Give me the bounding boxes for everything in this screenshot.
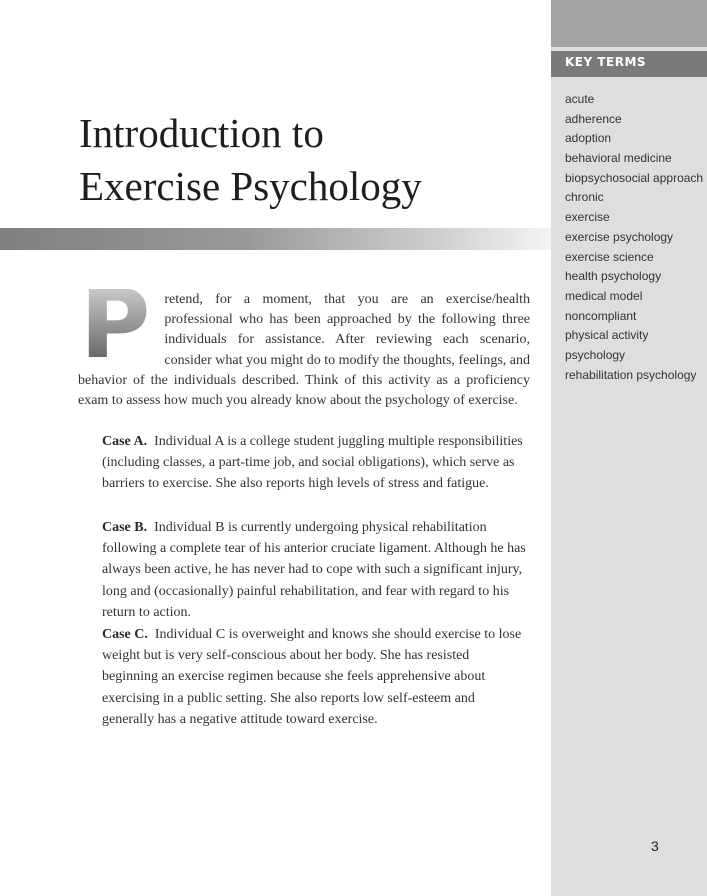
intro-paragraph (78, 269, 530, 411)
key-term: exercise science (565, 249, 654, 264)
key-term: exercise (565, 210, 610, 225)
chapter-title-line-1: Introduction to (79, 110, 324, 156)
key-term: chronic (565, 190, 604, 205)
key-term: health psychology (565, 269, 662, 284)
key-term: noncompliant (565, 308, 637, 323)
case-label: Case B. (102, 520, 148, 535)
key-term: medical model (565, 288, 643, 303)
case-text: Individual C is overweight and knows she should exercise to lose weight but is very self-conscious about her body. She has resisted beginning an exercise regimen because she feels apprehensive about exercising in a public setting. She also reports low self-esteem and generally has a negative attitude toward exercise. (102, 627, 522, 727)
key-term: acute (565, 92, 595, 106)
key-term: adherence (565, 111, 622, 126)
case-text: Individual A is a college student juggling multiple responsibilities (including classes, a part-time job, and social obligations), which serve as barriers to exercise. She also reports high levels of stress and fatigue. (102, 434, 523, 492)
title-gradient-bar (0, 228, 551, 250)
drop-cap: P (80, 269, 151, 381)
key-terms-list (565, 91, 705, 386)
key-terms-header (551, 51, 707, 77)
case-label: Case C. (102, 627, 148, 642)
case-c (102, 624, 528, 730)
intro-text: retend, for a moment, that you are an exercise/health professional who has been approached by the following three individuals for assistance. After reviewing each scenario, consider what you might do to modify the thoughts, feelings, and behavior of the individuals described. Think of this activity as a proficiency exam to assess how much you already know about the psychology of exercise. (78, 292, 530, 409)
key-term: exercise psychology (565, 229, 674, 244)
key-term: behavioral medicine (565, 151, 672, 166)
key-terms-sidebar (551, 0, 707, 896)
key-term: adoption (565, 131, 612, 146)
key-term: biopsychosocial approach (565, 170, 704, 185)
key-term: rehabilitation psychology (565, 367, 697, 382)
page-number: 3 (651, 838, 659, 854)
key-term: psychology (565, 347, 626, 362)
sidebar-top-band (551, 0, 707, 47)
key-terms-heading: KEY TERMS (565, 55, 647, 69)
case-a (102, 431, 528, 495)
chapter-title (79, 107, 422, 213)
chapter-title-line-2: Exercise Psychology (79, 163, 422, 209)
case-text: Individual B is currently undergoing physical rehabilitation following a complete tear of his anterior cruciate ligament. Although he has always been active, he has never had to cope with such a significant injury, long and (occasionally) painful rehabilitation, and fear with regard to his return to action. (102, 520, 526, 620)
case-b (102, 517, 528, 623)
key-term: physical activity (565, 328, 649, 343)
case-label: Case A. (102, 434, 148, 449)
